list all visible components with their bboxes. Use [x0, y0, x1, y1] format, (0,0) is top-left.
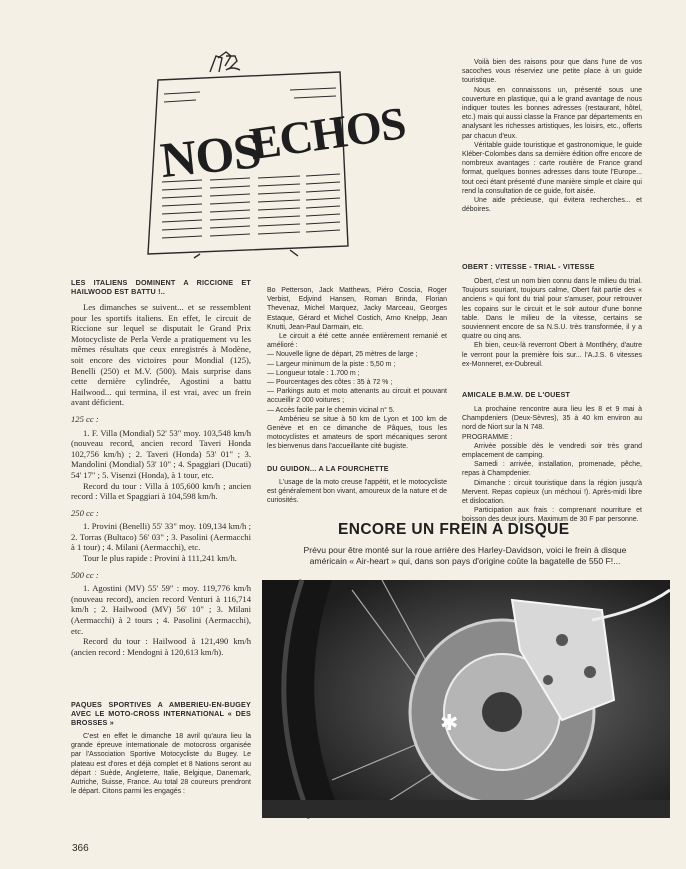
disc-brake-image [262, 580, 670, 818]
nos-echos-logo [140, 50, 409, 258]
obert-article [462, 262, 642, 369]
amicale-title: AMICALE B.M.W. DE L'OUEST [462, 390, 571, 399]
svg-text:NOS: NOS [157, 122, 263, 189]
guidon-title: DU GUIDON... A LA FOURCHETTE [267, 463, 389, 473]
circuit-list [267, 350, 447, 414]
amicale-paragraph: Arrivée possible dès le vendredi soir très grand emplacement de camping. [462, 442, 642, 460]
circuit-item: — Parkings auto et moto attenants au circuit et pouvant accueillir 2 000 voitures ; [267, 388, 447, 405]
guide-paragraph: Véritable guide touristique et gastronomique, le guide Kléber-Colombes dans sa dernière édition offre encore de nombreux avantages : carte routière de France grand format, quelques bonnes adresses dans toute l'Europe... tout ceci étant présenté d'une manière simple et claire qui rend la consultation de ce guide, fort aisée. [462, 141, 642, 195]
guide-paragraph: Nous en connaissons un, présenté sous une couverture en plastique, qui a le grand avantage de nous indiquer toutes les bonnes adresses (restaurant, hôtel, etc.) mais qui aussi classe la France par départements en analysant les richesses artistiques, les loisirs, etc., offerts par chacun d'eux. [462, 86, 642, 140]
class-250-label: 250 cc : [71, 507, 99, 518]
class-250-results: 1. Provini (Benelli) 55' 33" moy. 109,134 km/h ; 2. Torras (Bultaco) 56' 03" ; 3. Pasolini (Aermacchi à 1 tour) ; 4. Milani (Aermacchi), etc. [71, 521, 251, 553]
circuit-intro: Le circuit a été cette année entièrement remanié et amélioré : [267, 333, 447, 350]
circuit-item: — Nouvelle ligne de départ, 25 mètres de large ; [267, 351, 418, 359]
circuit-item: — Accès facile par le chemin vicinal n° 5. [267, 406, 395, 414]
class-125-record: Record du tour : Villa à 105,600 km/h ; ancien record : Villa et Spaggiari à 104,598 km/h. [71, 480, 251, 502]
svg-text:ECHOS: ECHOS [246, 97, 409, 170]
frein-caption: Prévu pour être monté sur la roue arrière des Harley-Davidson, voici le frein à disque américain « Air-heart » qui, dans son pays d'origine coûte la bagatelle de 550 F!... [303, 545, 627, 566]
amicale-paragraph: Participation aux frais : comprenant nourriture et boisson des deux jours. Maximum de 30 F par personne. [462, 507, 642, 524]
amicale-paragraph: Samedi : arrivée, installation, promenade, pêche, repas à Champdenier. [462, 461, 642, 478]
italiens-title: LES ITALIENS DOMINENT A RICCIONE ET HAILWOOD EST BATTU !.. [71, 278, 251, 296]
obert-title: OBERT : VITESSE - TRIAL - VITESSE [462, 262, 595, 271]
paques-article [71, 700, 251, 796]
class-125-results: 1. F. Villa (Mondial) 52' 53" moy. 103,548 km/h (nouveau record, ancien record Taveri Honda 102,756 km/h) ; 2. Taveri (Honda) 53' 01" ; 3. Mandolini (Mondial) 53' 10" ; 4. Spaggiari (Ducati) 54' 17" ; 5. Visenzi (Honda), à 1 tour, etc. [71, 427, 251, 480]
guide-paragraph: Une aide précieuse, qui évitera recherches... et déboires. [462, 197, 642, 214]
italiens-intro: Les dimanches se suivent... et se ressemblent pour les sportifs italiens. En effet, le circuit de Riccione sur lequel se disputait le Grand Prix Motocycliste de Perla Verde a pratiquement vu les mêmes résultats que ceux enregistrés à Modène, soit encore des victoires pour Mondial (125), Benelli (250) et M.V. (500). Mais surprise dans cette dernière cylindrée, Agostini a battu Hailwood... qui termina, il est vrai, avec un frein avant déficient. [71, 302, 251, 408]
amicale-paragraph: PROGRAMME : [462, 433, 513, 441]
guide-article [462, 58, 642, 214]
circuit-item: — Longueur totale : 1.700 m ; [267, 369, 360, 377]
paques-title: PAQUES SPORTIVES A AMBERIEU-EN-BUGEY AVEC LE MOTO-CROSS INTERNATIONAL « DES BROSSES » [71, 700, 251, 727]
page-number: 366 [72, 843, 89, 854]
guidon-text: L'usage de la moto creuse l'appétit, et le motocycliste est généralement bon vivant, amoureux de la nature et de curiosités. [267, 478, 447, 505]
amicale-paragraph: Dimanche : circuit touristique dans la région jusqu'à Mervent. Repas copieux (un méchoui !). Après-midi libre et dislocation. [462, 479, 642, 506]
circuit-item: — Largeur minimum de la piste : 5,50 m ; [267, 360, 396, 368]
disc-brake-photo [262, 580, 670, 818]
italiens-article [71, 278, 251, 657]
svg-text:✱: ✱ [440, 711, 459, 736]
paques-continued [267, 286, 447, 505]
circuit-item: — Pourcentages des côtes : 35 à 72 % ; [267, 379, 393, 387]
amicale-paragraph: La prochaine rencontre aura lieu les 8 et 9 mai à Champdeniers (Deux-Sèvres), 35 à 40 km environ au nord de Niort sur la N 748. [462, 406, 642, 432]
class-250-record: Tour le plus rapide : Provini à 111,241 km/h. [83, 553, 237, 564]
riders-list: Bo Petterson, Jack Matthews, Piéro Coscia, Roger Verbist, Edjvind Hansen, Roman Brinda, Florian Thevenaz, Michel Marquez, Jacky Marceau, Georges Estaque, Gérard et Michel Costich, Arno Knelpp, Jean Knutti, Jean-Paul Darmain, etc. [267, 287, 447, 331]
class-500-record: Record du tour : Hailwood à 121,490 km/h (ancien record : Mendogni à 120,613 km/h). [71, 636, 251, 657]
amberieu-paragraph: Ambérieu se situe à 50 km de Lyon et 100 km de Genève et en ce dimanche de Pâques, tous les motocyclistes et amateurs de sport mécaniques seront les bienvenus dans l'accueillante cité bugiste. [267, 415, 447, 451]
amicale-article [462, 390, 642, 525]
obert-paragraph: Eh bien, ceux-là reverront Obert à Montlhéry, d'autre le verront pour la première fois sur... l'A.J.S. 6 vitesses ex-Monneret, ex-Dubreuil. [462, 342, 642, 368]
newspaper-illustration [140, 50, 409, 258]
class-500-label: 500 cc : [71, 569, 99, 580]
obert-paragraph: Obert, c'est un nom bien connu dans le milieu du trial. Toujours souriant, toujours calme, Obert fait partie des « anciens » qui font du trial pour s'amuser, pour retrouver les copains sur le circuit et le solr autour d'une bonne table. Dans le milieu de la vitesse, certains se souviennent encore de sa N.S.U. très transformée, il y a quatre ou cinq ans. [462, 278, 642, 341]
class-500-results: 1. Agostini (MV) 55' 59" : moy. 119,776 km/h (nouveau record), ancien record Venturi à 116,714 km/h ; 2. Hailwood (MV) 56' 10" ; 3. Milani (Aermacchi) à 2 tours ; 4. Pasolini (Aermacchi), etc. [71, 583, 251, 636]
class-125-label: 125 cc : [71, 413, 99, 424]
guide-paragraph: Voilà bien des raisons pour que dans l'une de vos sacoches vous réserviez une petite place à un guide touristique. [462, 59, 642, 85]
frein-title: ENCORE UN FREIN A DISQUE [338, 521, 570, 538]
paques-text: C'est en effet le dimanche 18 avril qu'aura lieu la grande épreuve internationale de motocross organisée par l'Association Sportive Motocycliste du Bugey. Le plateau est d'ores et déjà complet et 8 Nations seront au départ : Suède, Angleterre, Italie, Belgique, Danemark, Autriche, Suisse, France. Au total 28 coureurs prendront le départ. Citons parmi les engagés : [71, 733, 251, 796]
